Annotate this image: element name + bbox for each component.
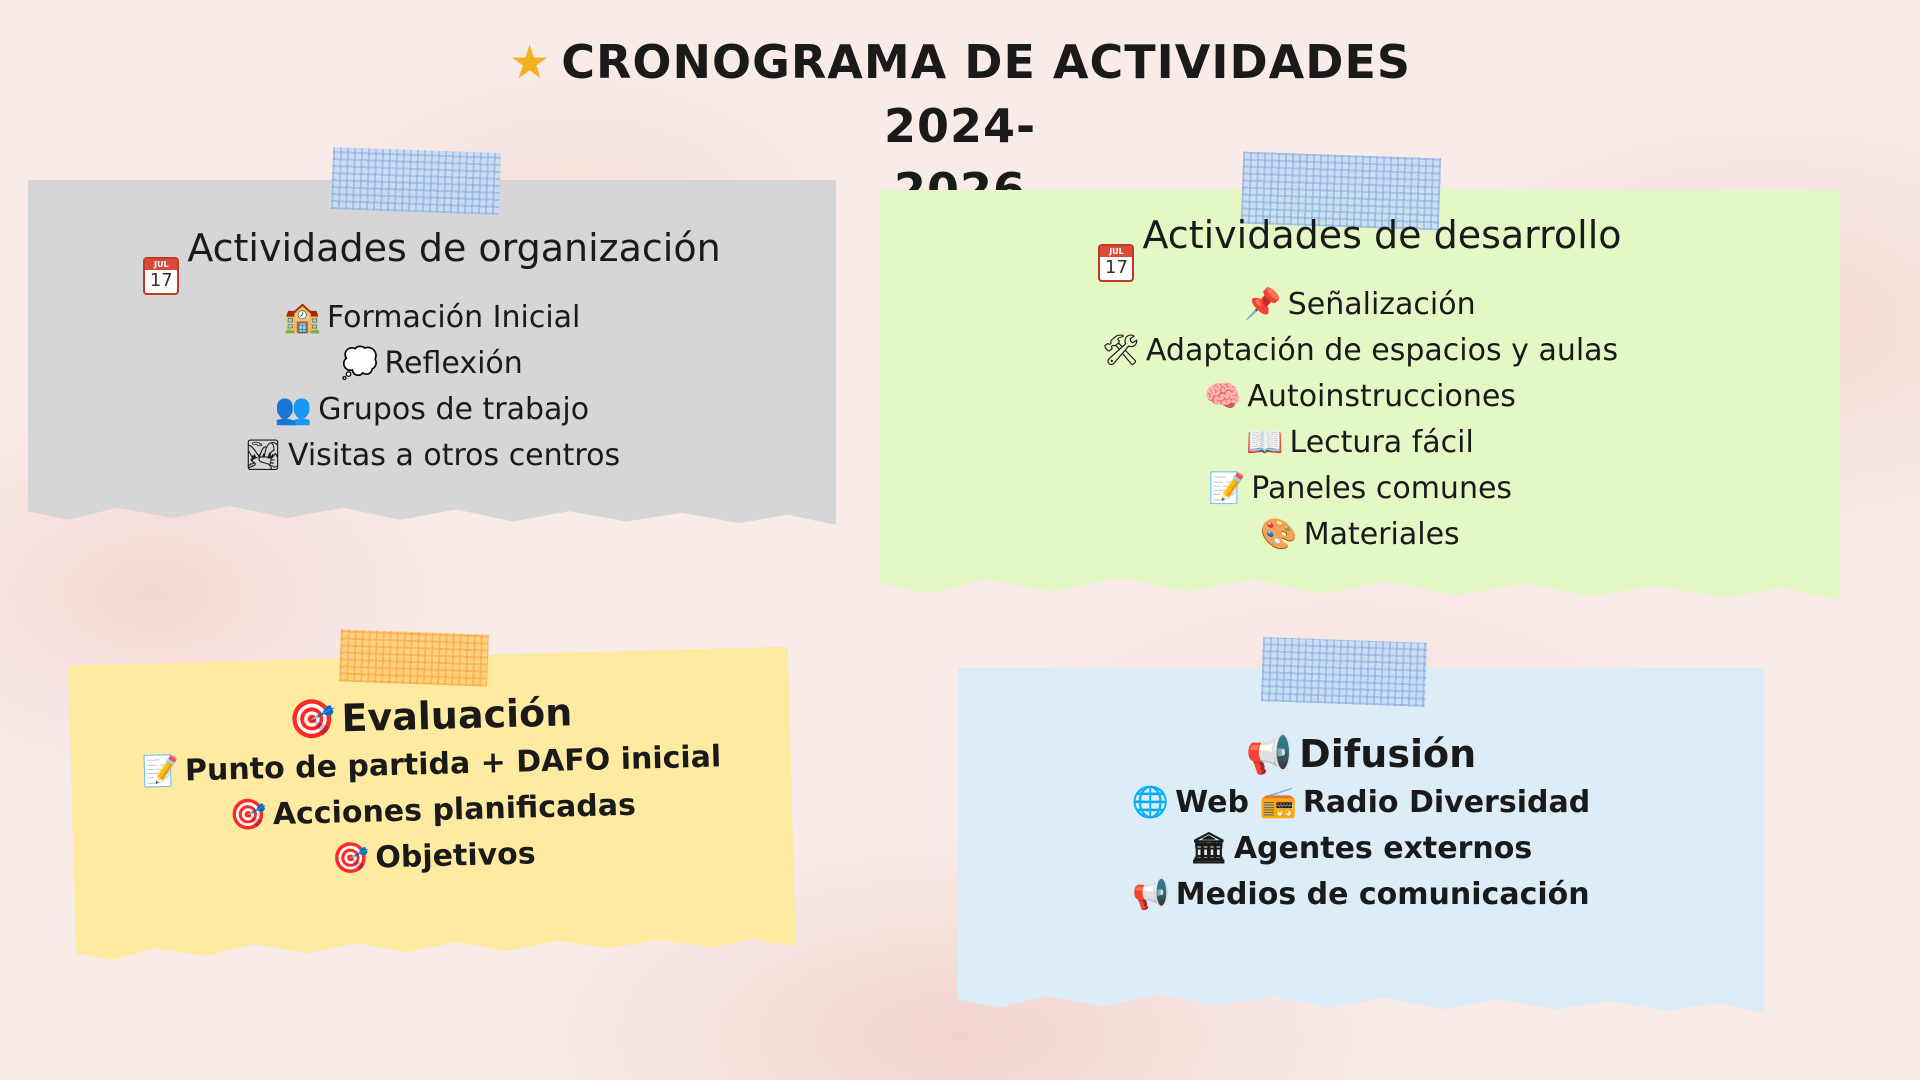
target-icon: 🎯 — [287, 696, 337, 742]
list-item: 📖 Lectura fácil — [880, 420, 1840, 466]
card-evaluacion-content — [70, 681, 795, 890]
landscape-icon: 🏞 — [243, 438, 282, 473]
list-item: 👥 Grupos de trabajo — [28, 387, 836, 433]
tools-icon: 🛠 — [1101, 333, 1140, 368]
card-difusion-content — [958, 728, 1764, 918]
memo-icon: 📝 — [141, 753, 180, 790]
megaphone-icon: 📢 — [1245, 732, 1294, 776]
heading-text: Actividades de organización — [187, 226, 721, 270]
list-item: 💭 Reflexión — [28, 341, 836, 387]
list-item: 🛠 Adaptación de espacios y aulas — [880, 328, 1840, 374]
school-icon: 🏫 — [283, 300, 321, 335]
memo-icon: 📝 — [1207, 471, 1246, 506]
palette-icon: 🎨 — [1260, 517, 1298, 552]
target-icon: 🎯 — [229, 797, 268, 834]
card-organizacion-heading — [28, 222, 836, 295]
heading-text: Actividades de desarrollo — [1142, 213, 1622, 257]
card-desarrollo-content — [880, 209, 1840, 558]
heading-text: Difusión — [1299, 732, 1477, 776]
card-difusion-heading — [958, 728, 1764, 780]
title-text-1: CRONOGRAMA DE ACTIVIDADES 2024- — [561, 35, 1411, 153]
brain-icon: 🧠 — [1204, 379, 1242, 414]
list-item: 🌐 Web 📻 Radio Diversidad — [958, 780, 1764, 826]
radio-icon: 📻 — [1259, 785, 1297, 820]
tape-difusion — [1261, 637, 1427, 707]
thought-bubble-icon: 💭 — [341, 346, 379, 381]
tape-evaluacion — [339, 629, 489, 686]
tape-organizacion — [331, 147, 501, 215]
list-item: 📝 Punto de partida + DAFO inicial — [71, 733, 792, 798]
list-item: 📌 Señalización — [880, 282, 1840, 328]
title-line-1 — [460, 30, 1460, 158]
list-item: 📝 Paneles comunes — [880, 466, 1840, 512]
list-item: 📢 Medios de comunicación — [958, 872, 1764, 918]
globe-icon: 🌐 — [1131, 785, 1170, 820]
building-icon: 🏛 — [1189, 831, 1228, 866]
open-book-icon: 📖 — [1246, 425, 1284, 460]
heading-text: Evaluación — [340, 690, 573, 741]
card-organizacion-content — [28, 222, 836, 479]
pushpin-icon: 📌 — [1244, 287, 1282, 322]
list-item: 🎨 Materiales — [880, 512, 1840, 558]
target-icon: 🎯 — [331, 840, 370, 877]
megaphone-icon: 📢 — [1132, 877, 1170, 912]
list-item: 🧠 Autoinstrucciones — [880, 374, 1840, 420]
card-desarrollo-heading — [880, 209, 1840, 282]
list-item: 🏛 Agentes externos — [958, 826, 1764, 872]
list-item: 🏫 Formación Inicial — [28, 295, 836, 341]
people-icon: 👥 — [274, 392, 313, 427]
list-item: 🎯 Acciones planificadas — [72, 779, 793, 844]
list-item: 🎯 Objetivos — [73, 825, 794, 890]
list-item: 🏞 Visitas a otros centros — [28, 433, 836, 479]
star-icon: ★ — [508, 35, 552, 89]
calendar-icon: JUL 17 — [143, 257, 179, 295]
calendar-icon: JUL 17 — [1098, 244, 1134, 282]
